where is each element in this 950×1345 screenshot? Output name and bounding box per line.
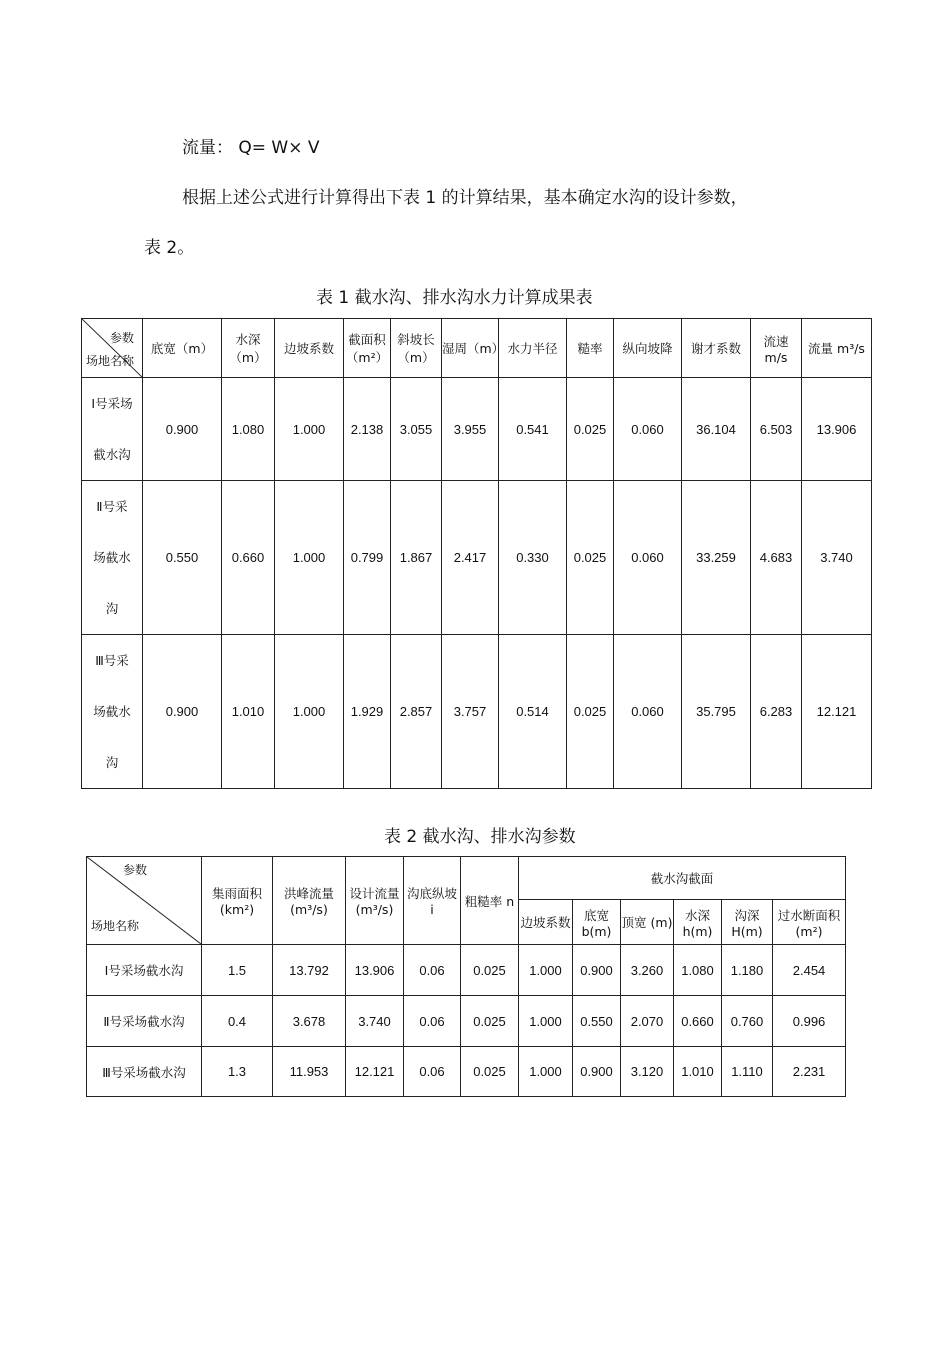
row-name: Ⅱ号采 场截水 沟	[82, 481, 143, 635]
table1-caption: 表 1 截水沟、排水沟水力计算成果表	[316, 288, 593, 308]
cell: 3.120	[621, 1047, 674, 1097]
cell: 1.000	[519, 996, 573, 1047]
cell: 1.080	[674, 945, 722, 996]
cell: 0.760	[722, 996, 773, 1047]
cell: 0.025	[461, 1047, 519, 1097]
cell: 3.055	[391, 378, 442, 481]
table-row	[82, 481, 872, 635]
table2-subheader: 水深 h(m)	[674, 900, 722, 945]
cell: 0.541	[499, 378, 567, 481]
cell: 6.503	[751, 378, 802, 481]
table2-subheader: 顶宽 (m)	[621, 900, 674, 945]
cell: 1.3	[202, 1047, 273, 1097]
table1-corner-top: 参数	[109, 331, 134, 345]
cell: 1.180	[722, 945, 773, 996]
cell: 3.757	[442, 635, 499, 789]
cell: 2.138	[344, 378, 391, 481]
body-sentence-1: 根据上述公式进行计算得出下表 1 的计算结果，基本确定水沟的设计参数，	[182, 188, 748, 208]
table2-subheader: 沟深 H(m)	[722, 900, 773, 945]
table2-header-row	[87, 857, 846, 900]
cell: 0.900	[573, 945, 621, 996]
table2-header: 粗糙率 n	[461, 857, 519, 945]
cell: 13.906	[346, 945, 404, 996]
cell: 12.121	[346, 1047, 404, 1097]
cell: 36.104	[682, 378, 751, 481]
cell: 1.110	[722, 1047, 773, 1097]
cell: 0.660	[222, 481, 275, 635]
table-row	[82, 635, 872, 789]
cell: 33.259	[682, 481, 751, 635]
table-row	[87, 1047, 846, 1097]
cell: 1.010	[674, 1047, 722, 1097]
cell: 3.740	[346, 996, 404, 1047]
cell: 6.283	[751, 635, 802, 789]
table1-corner-cell	[82, 319, 143, 378]
cell: 0.060	[614, 635, 682, 789]
table1-header: 边坡系数	[275, 319, 344, 378]
cell: 0.025	[567, 378, 614, 481]
table2-caption: 表 2 截水沟、排水沟参数	[384, 827, 576, 847]
table2-subheader: 底宽 b(m)	[573, 900, 621, 945]
cell: 1.000	[275, 378, 344, 481]
table1-header: 糙率	[567, 319, 614, 378]
table2-subheader: 过水断面积(m²)	[773, 900, 846, 945]
table1-header: 水力半径	[499, 319, 567, 378]
cell: 35.795	[682, 635, 751, 789]
cell: 3.740	[802, 481, 872, 635]
cell: 13.792	[273, 945, 346, 996]
cell: 0.025	[567, 481, 614, 635]
cell: 0.900	[573, 1047, 621, 1097]
cell: 1.5	[202, 945, 273, 996]
cell: 4.683	[751, 481, 802, 635]
row-name: Ⅲ号采 场截水 沟	[82, 635, 143, 789]
table2-header: 洪峰流量(m³/s)	[273, 857, 346, 945]
cell: 0.996	[773, 996, 846, 1047]
table2-group-header: 截水沟截面	[519, 857, 846, 900]
body-sentence-2: 表 2。	[144, 238, 195, 258]
cell: 2.857	[391, 635, 442, 789]
cell: 0.514	[499, 635, 567, 789]
cell: 0.025	[461, 996, 519, 1047]
row-name: Ⅰ号采场 截水沟	[82, 378, 143, 481]
row-name: Ⅱ号采场截水沟	[87, 996, 202, 1047]
cell: 0.06	[404, 945, 461, 996]
table2	[86, 856, 846, 1097]
cell: 1.080	[222, 378, 275, 481]
cell: 13.906	[802, 378, 872, 481]
table2-header: 集雨面积(km²)	[202, 857, 273, 945]
row-name: Ⅲ号采场截水沟	[87, 1047, 202, 1097]
cell: 0.060	[614, 378, 682, 481]
cell: 0.550	[573, 996, 621, 1047]
cell: 1.000	[275, 635, 344, 789]
cell: 3.260	[621, 945, 674, 996]
cell: 0.025	[461, 945, 519, 996]
table2-header: 沟底纵坡 i	[404, 857, 461, 945]
cell: 3.955	[442, 378, 499, 481]
cell: 2.231	[773, 1047, 846, 1097]
cell: 2.454	[773, 945, 846, 996]
cell: 0.799	[344, 481, 391, 635]
table1-corner-bottom: 场地名称	[86, 354, 135, 368]
cell: 0.060	[614, 481, 682, 635]
cell: 0.660	[674, 996, 722, 1047]
table1-header: 湿周（m）	[442, 319, 499, 378]
table-row	[87, 996, 846, 1047]
table1-header: 纵向坡降	[614, 319, 682, 378]
cell: 2.417	[442, 481, 499, 635]
cell: 0.900	[143, 378, 222, 481]
row-name: Ⅰ号采场截水沟	[87, 945, 202, 996]
cell: 1.000	[275, 481, 344, 635]
cell: 0.06	[404, 1047, 461, 1097]
cell: 11.953	[273, 1047, 346, 1097]
cell: 0.330	[499, 481, 567, 635]
cell: 0.550	[143, 481, 222, 635]
cell: 1.000	[519, 945, 573, 996]
cell: 0.4	[202, 996, 273, 1047]
table1-header: 流量 m³/s	[802, 319, 872, 378]
cell: 1.867	[391, 481, 442, 635]
table2-corner-cell	[87, 857, 202, 945]
cell: 1.010	[222, 635, 275, 789]
cell: 0.025	[567, 635, 614, 789]
table1-header: 斜坡长（m）	[391, 319, 442, 378]
cell: 2.070	[621, 996, 674, 1047]
cell: 12.121	[802, 635, 872, 789]
table2-header: 设计流量(m³/s)	[346, 857, 404, 945]
table1-header: 底宽（m）	[143, 319, 222, 378]
cell: 1.000	[519, 1047, 573, 1097]
cell: 1.929	[344, 635, 391, 789]
cell: 0.06	[404, 996, 461, 1047]
table-row	[87, 945, 846, 996]
table1-header: 谢才系数	[682, 319, 751, 378]
cell: 3.678	[273, 996, 346, 1047]
table1-header: 截面积（m²）	[344, 319, 391, 378]
table1	[81, 318, 872, 789]
table-row	[82, 378, 872, 481]
table1-header: 流速 m/s	[751, 319, 802, 378]
table2-subheader: 边坡系数	[519, 900, 573, 945]
table1-header-row	[82, 319, 872, 378]
cell: 0.900	[143, 635, 222, 789]
table2-corner-bottom: 场地名称	[91, 919, 140, 933]
flow-formula: 流量： Q= W× V	[182, 138, 320, 158]
table1-header: 水深（m）	[222, 319, 275, 378]
table2-corner-top: 参数	[122, 863, 147, 877]
